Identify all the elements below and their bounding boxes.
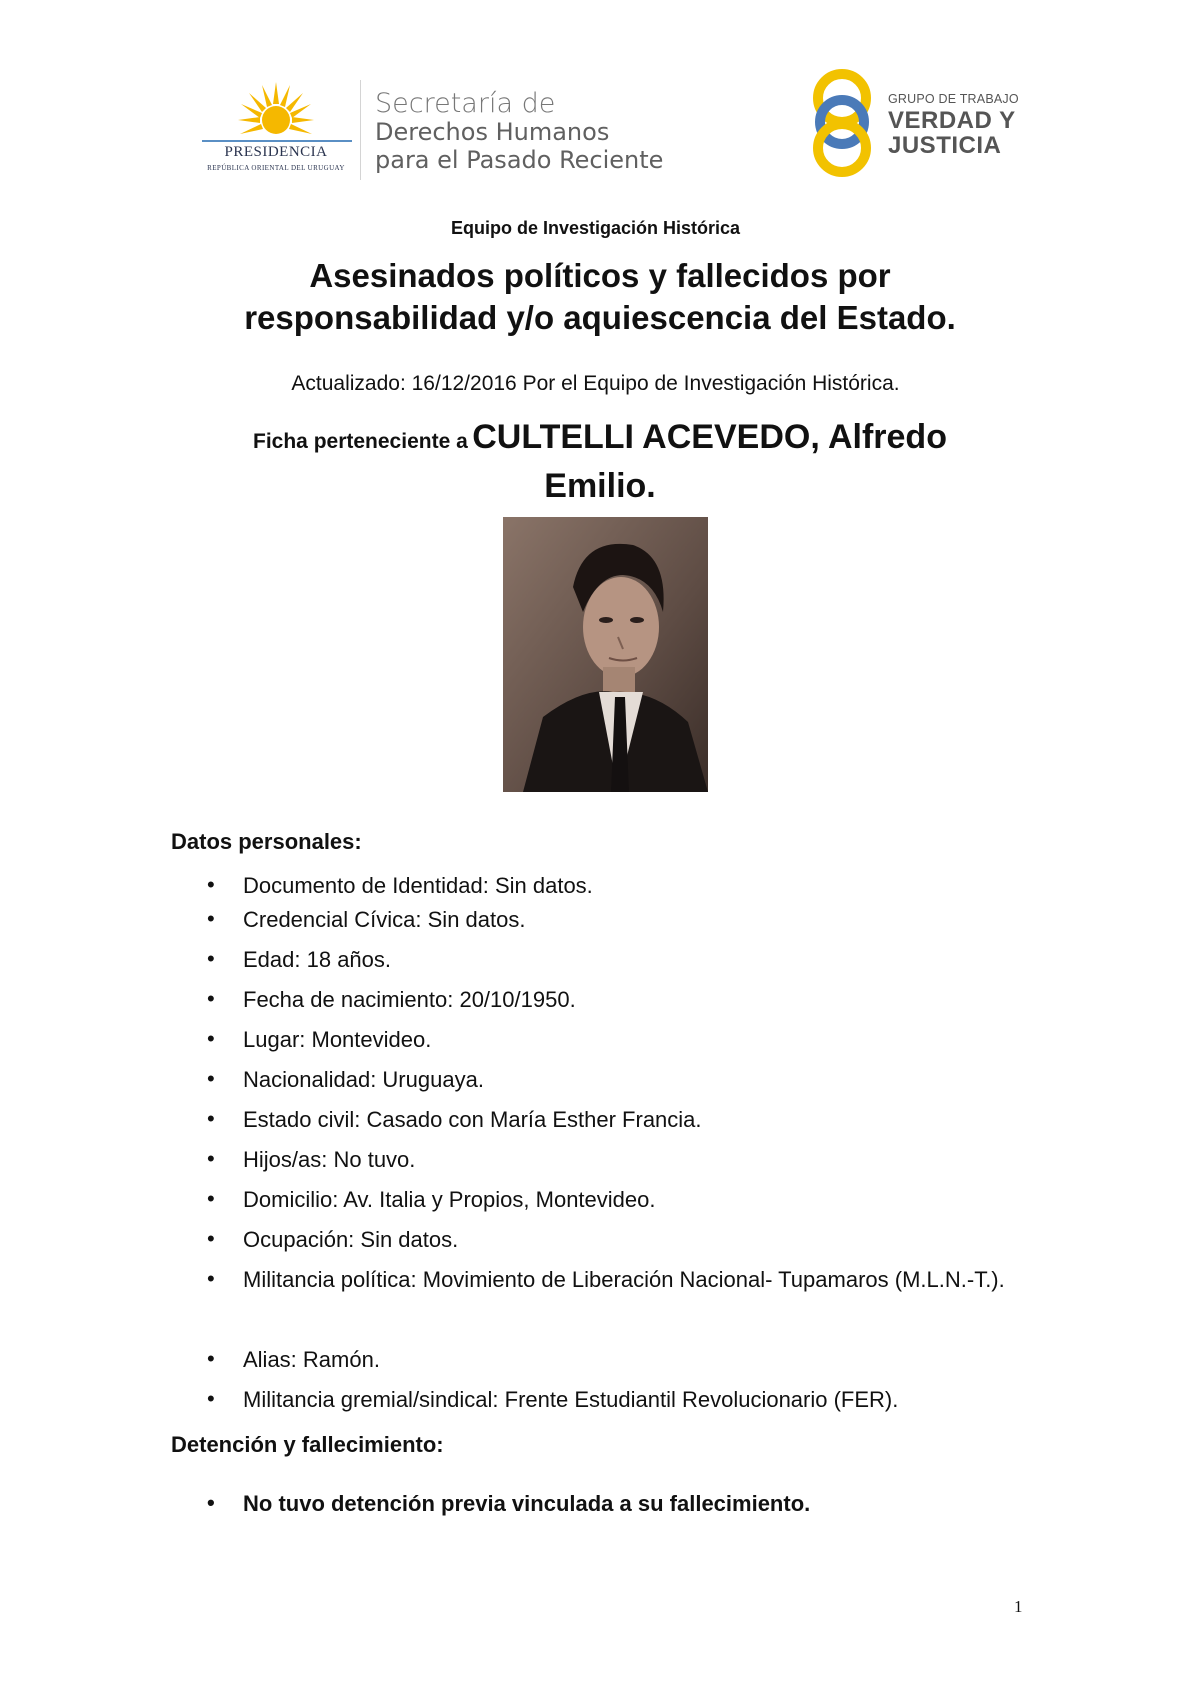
- list-item-text: Documento de Identidad: Sin datos.: [243, 873, 593, 898]
- secretaria-line-3: para el Pasado Reciente: [375, 146, 664, 174]
- bullet: •: [207, 1490, 215, 1515]
- page-number: 1: [1014, 1597, 1023, 1616]
- logo-divider: [360, 80, 361, 180]
- verdad-justicia-logo: [810, 60, 1030, 190]
- bullet: •: [207, 1026, 215, 1051]
- gtvj-big-text: [888, 108, 1016, 158]
- detention-heading: Detención y fallecimiento:: [171, 1432, 444, 1457]
- updated-line: Actualizado: 16/12/2016 Por el Equipo de Investigación Histórica.: [291, 372, 900, 395]
- bullet: •: [207, 906, 215, 931]
- interlocking-rings-icon: [810, 60, 882, 190]
- bullet: •: [207, 1226, 215, 1251]
- list-item-text: Militancia gremial/sindical: Frente Estudiantil Revolucionario (FER).: [243, 1387, 899, 1412]
- list-item-text: Edad: 18 años.: [243, 947, 392, 972]
- presidencia-subtitle: REPÚBLICA ORIENTAL DEL URUGUAY: [207, 164, 345, 172]
- personal-data-heading: Datos personales:: [171, 829, 362, 854]
- ficha-name-line-2: Emilio.: [544, 467, 656, 505]
- secretaria-logo-text: [375, 90, 663, 174]
- list-item-text: Ocupación: Sin datos.: [243, 1227, 459, 1252]
- list-item-text: Domicilio: Av. Italia y Propios, Montevideo.: [243, 1187, 656, 1212]
- list-item-text: Nacionalidad: Uruguaya.: [243, 1067, 484, 1092]
- title-line-1: Asesinados políticos y fallecidos por: [309, 257, 891, 294]
- list-item-text: Fecha de nacimiento: 20/10/1950.: [243, 987, 576, 1012]
- list-item-text: Hijos/as: No tuvo.: [243, 1147, 416, 1172]
- bullet: •: [207, 986, 215, 1011]
- bullet: •: [207, 872, 215, 897]
- sun-icon: [236, 80, 316, 142]
- gtvj-line-2: JUSTICIA: [888, 132, 1002, 159]
- team-heading: Equipo de Investigación Histórica: [450, 218, 741, 238]
- bullet: •: [207, 1106, 215, 1131]
- secretaria-line-1: Secretaría de: [375, 88, 556, 119]
- gtvj-line-1: VERDAD Y: [888, 107, 1016, 134]
- title-line-2: responsabilidad y/o aquiescencia del Estado.: [244, 299, 956, 336]
- ficha-name-line-1: CULTELLI ACEVEDO, Alfredo: [472, 418, 947, 456]
- portrait-photo: [503, 517, 708, 792]
- bullet: •: [207, 1386, 215, 1411]
- ficha-heading: [200, 416, 1000, 507]
- gtvj-small-text: GRUPO DE TRABAJO: [888, 92, 1019, 106]
- bullet: •: [207, 1186, 215, 1211]
- list-item-text: No tuvo detención previa vinculada a su fallecimiento.: [243, 1491, 811, 1516]
- bullet: •: [207, 1346, 215, 1371]
- bullet: •: [207, 1066, 215, 1091]
- bullet: •: [207, 946, 215, 971]
- list-item-text: Alias: Ramón.: [243, 1347, 380, 1372]
- presidencia-underline: [202, 140, 352, 142]
- ficha-prefix: Ficha perteneciente a: [253, 430, 468, 453]
- bullet: •: [207, 1146, 215, 1171]
- secretaria-line-2: Derechos Humanos: [375, 118, 610, 146]
- list-item-text: Estado civil: Casado con María Esther Francia.: [243, 1107, 702, 1132]
- list-item-text: Militancia política: Movimiento de Liberación Nacional- Tupamaros (M.L.N.-T.).: [243, 1267, 1005, 1292]
- presidencia-logo: [196, 80, 356, 180]
- bullet: •: [207, 1266, 215, 1291]
- document-title: [150, 255, 1050, 339]
- list-item-text: Credencial Cívica: Sin datos.: [243, 907, 526, 932]
- list-item-text: Lugar: Montevideo.: [243, 1027, 432, 1052]
- presidencia-name: PRESIDENCIA: [224, 144, 328, 160]
